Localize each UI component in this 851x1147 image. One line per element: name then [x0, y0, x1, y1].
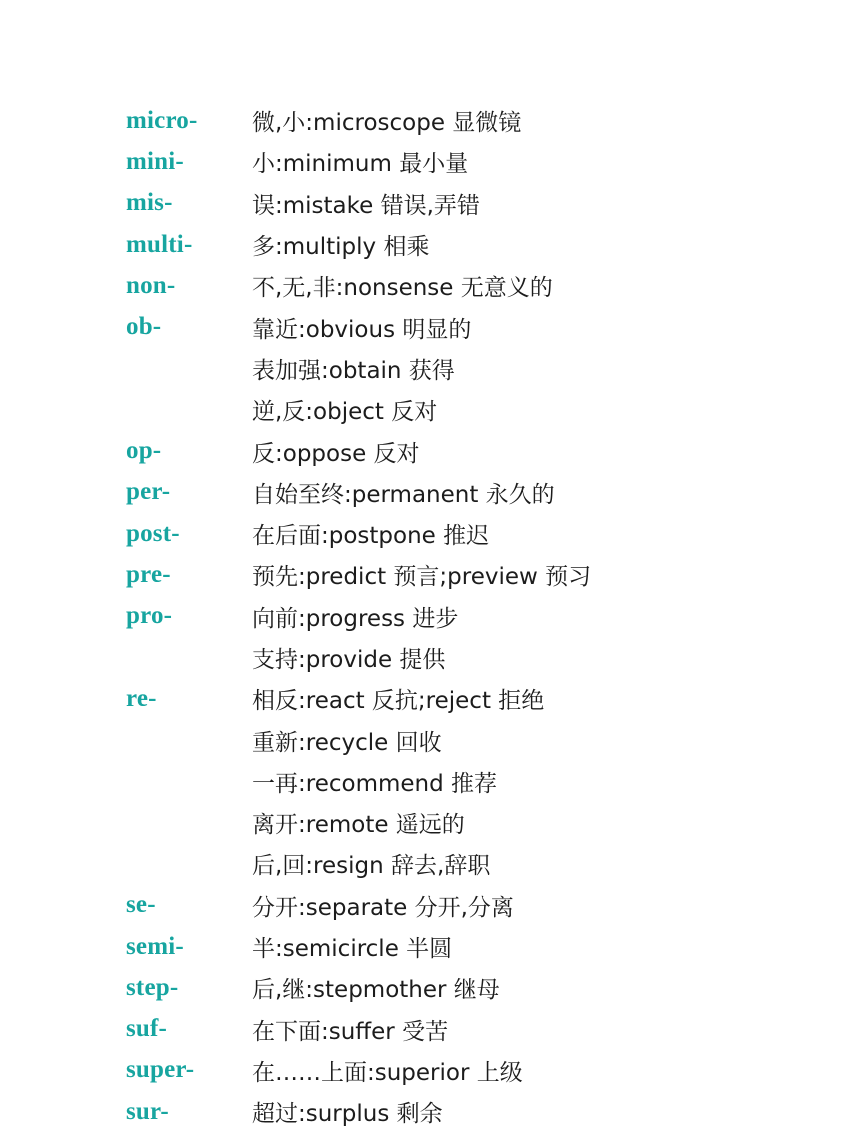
prefix-meaning: 重新:recycle 回收 — [252, 729, 442, 756]
prefix-meaning: 后,回:resign 辞去,辞职 — [252, 853, 491, 880]
prefix-meaning: 分开:separate 分开,分离 — [252, 894, 514, 921]
prefix-label: suf- — [126, 1015, 168, 1043]
list-item — [126, 224, 826, 265]
prefix-label: pro- — [126, 602, 173, 630]
prefix-meaning: 反:oppose 反对 — [252, 440, 420, 467]
prefix-meaning: 向前:progress 进步 — [252, 605, 459, 632]
list-item — [126, 554, 826, 595]
prefix-meaning: 微,小:microscope 显微镜 — [252, 110, 522, 137]
prefix-label: op- — [126, 437, 162, 465]
prefix-meaning: 在……上面:superior 上级 — [252, 1059, 523, 1086]
prefix-label: mis- — [126, 189, 173, 217]
prefix-meaning: 自始至终:permanent 永久的 — [252, 481, 555, 508]
prefix-meaning: 一再:recommend 推荐 — [252, 770, 498, 797]
list-item — [126, 596, 826, 637]
list-item — [126, 885, 826, 926]
list-item — [126, 265, 826, 306]
prefix-meaning: 在后面:postpone 推迟 — [252, 523, 490, 550]
prefix-meaning: 后,继:stepmother 继母 — [252, 977, 500, 1004]
list-item — [126, 1009, 826, 1050]
prefix-meaning: 多:multiply 相乘 — [252, 234, 430, 261]
prefix-label: super- — [126, 1056, 195, 1084]
prefix-label: multi- — [126, 230, 193, 258]
prefix-meaning: 逆,反:object 反对 — [252, 399, 438, 426]
prefix-label: pre- — [126, 560, 171, 588]
list-item — [126, 678, 826, 719]
list-item — [126, 513, 826, 554]
prefix-meaning: 在下面:suffer 受苦 — [252, 1018, 449, 1045]
list-item — [126, 1050, 826, 1091]
prefix-label: step- — [126, 973, 179, 1001]
prefix-label: mini- — [126, 147, 184, 175]
list-item — [126, 348, 826, 389]
list-item — [126, 967, 826, 1008]
prefix-list — [126, 100, 826, 1132]
list-item — [126, 389, 826, 430]
prefix-meaning: 半:semicircle 半圆 — [252, 936, 453, 963]
prefix-meaning: 小:minimum 最小量 — [252, 151, 469, 178]
prefix-meaning: 不,无,非:nonsense 无意义的 — [252, 275, 553, 302]
list-item — [126, 183, 826, 224]
prefix-label: post- — [126, 519, 180, 547]
list-item — [126, 719, 826, 760]
list-item — [126, 1091, 826, 1132]
prefix-label: re- — [126, 684, 157, 712]
prefix-meaning: 表加强:obtain 获得 — [252, 357, 455, 384]
list-item — [126, 306, 826, 347]
list-item — [126, 802, 826, 843]
prefix-label: non- — [126, 271, 176, 299]
prefix-meaning: 误:mistake 错误,弄错 — [252, 192, 480, 219]
prefix-label: per- — [126, 478, 171, 506]
list-item — [126, 430, 826, 471]
list-item — [126, 926, 826, 967]
prefix-meaning: 离开:remote 遥远的 — [252, 812, 465, 839]
prefix-label: se- — [126, 891, 156, 919]
list-item — [126, 637, 826, 678]
list-item — [126, 472, 826, 513]
prefix-meaning: 预先:predict 预言;preview 预习 — [252, 564, 592, 591]
prefix-label: ob- — [126, 313, 162, 341]
list-item — [126, 843, 826, 884]
list-item — [126, 761, 826, 802]
list-item — [126, 141, 826, 182]
prefix-meaning: 支持:provide 提供 — [252, 647, 446, 673]
prefix-meaning: 超过:surplus 剩余 — [252, 1101, 443, 1128]
prefix-label: sur- — [126, 1097, 169, 1125]
prefix-label: semi- — [126, 932, 184, 960]
prefix-meaning: 相反:react 反抗;reject 拒绝 — [252, 688, 545, 715]
prefix-label: micro- — [126, 106, 198, 134]
prefix-meaning: 靠近:obvious 明显的 — [252, 316, 472, 343]
list-item — [126, 100, 826, 141]
